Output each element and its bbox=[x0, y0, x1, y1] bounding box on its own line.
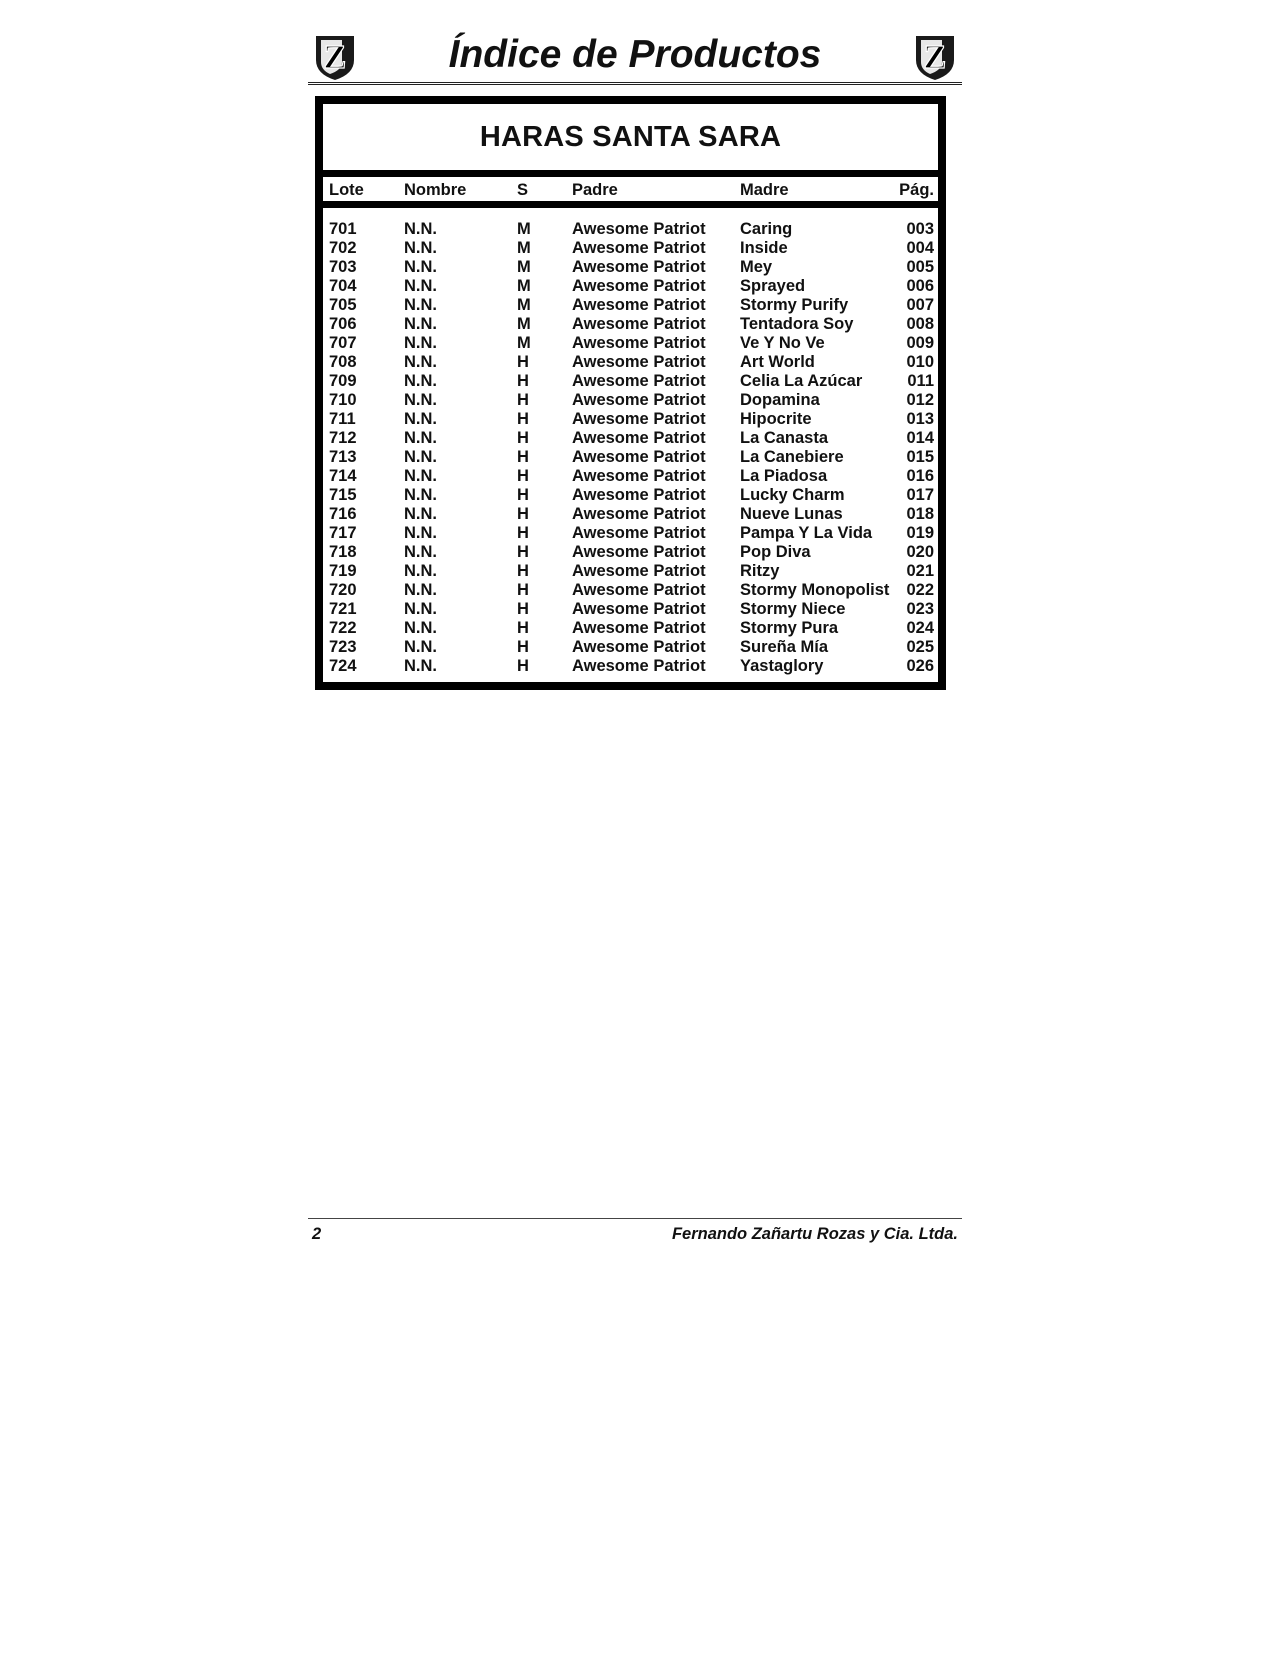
cell-padre: Awesome Patriot bbox=[572, 448, 706, 466]
cell-sexo: M bbox=[517, 258, 531, 276]
page-footer bbox=[308, 1218, 962, 1243]
cell-madre: La Canebiere bbox=[740, 448, 844, 466]
table-row bbox=[323, 524, 938, 543]
cell-sexo: H bbox=[517, 429, 529, 447]
cell-madre: Stormy Pura bbox=[740, 619, 839, 637]
table-row bbox=[323, 391, 938, 410]
cell-nombre: N.N. bbox=[404, 258, 437, 276]
table-row bbox=[323, 467, 938, 486]
cell-sexo: H bbox=[517, 600, 529, 618]
cell-nombre: N.N. bbox=[404, 372, 437, 390]
page-header bbox=[308, 32, 962, 86]
cell-lote: 706 bbox=[329, 315, 357, 333]
cell-lote: 719 bbox=[329, 562, 357, 580]
cell-nombre: N.N. bbox=[404, 619, 437, 637]
cell-madre: Mey bbox=[740, 258, 773, 276]
cell-madre: Dopamina bbox=[740, 391, 820, 409]
table-row bbox=[323, 619, 938, 638]
cell-madre: Stormy Purify bbox=[740, 296, 849, 314]
cell-sexo: H bbox=[517, 505, 529, 523]
logo-letter: Z bbox=[323, 39, 347, 76]
cell-pagina: 014 bbox=[906, 429, 934, 447]
cell-pagina: 011 bbox=[907, 372, 934, 390]
cell-nombre: N.N. bbox=[404, 391, 437, 409]
cell-lote: 714 bbox=[329, 467, 357, 485]
table-row bbox=[323, 505, 938, 524]
cell-padre: Awesome Patriot bbox=[572, 638, 706, 656]
table-row bbox=[323, 581, 938, 600]
cell-nombre: N.N. bbox=[404, 277, 437, 295]
cell-lote: 711 bbox=[329, 410, 356, 428]
cell-lote: 708 bbox=[329, 353, 357, 371]
cell-nombre: N.N. bbox=[404, 543, 437, 561]
cell-pagina: 021 bbox=[906, 562, 934, 580]
cell-sexo: H bbox=[517, 562, 529, 580]
cell-lote: 710 bbox=[329, 391, 357, 409]
column-header-pagina: Pág. bbox=[899, 181, 934, 199]
cell-lote: 707 bbox=[329, 334, 357, 352]
cell-padre: Awesome Patriot bbox=[572, 562, 706, 580]
cell-nombre: N.N. bbox=[404, 581, 437, 599]
page-number: 2 bbox=[312, 1225, 322, 1243]
cell-sexo: H bbox=[517, 638, 529, 656]
cell-sexo: H bbox=[517, 524, 529, 542]
column-header-sexo: S bbox=[517, 181, 529, 199]
cell-sexo: H bbox=[517, 543, 529, 561]
page-title: Índice de Productos bbox=[448, 33, 822, 76]
cell-pagina: 024 bbox=[906, 619, 934, 637]
cell-pagina: 004 bbox=[906, 239, 934, 257]
footer-divider bbox=[308, 1218, 962, 1219]
table-row bbox=[323, 296, 938, 315]
cell-nombre: N.N. bbox=[404, 410, 437, 428]
company-name: Fernando Zañartu Rozas y Cia. Ltda. bbox=[671, 1225, 958, 1243]
cell-madre: Sureña Mía bbox=[740, 638, 829, 656]
cell-pagina: 025 bbox=[906, 638, 934, 656]
cell-padre: Awesome Patriot bbox=[572, 657, 706, 675]
cell-padre: Awesome Patriot bbox=[572, 543, 706, 561]
cell-sexo: H bbox=[517, 410, 529, 428]
cell-lote: 718 bbox=[329, 543, 357, 561]
table-row bbox=[323, 353, 938, 372]
cell-padre: Awesome Patriot bbox=[572, 619, 706, 637]
cell-padre: Awesome Patriot bbox=[572, 258, 706, 276]
cell-nombre: N.N. bbox=[404, 467, 437, 485]
cell-pagina: 005 bbox=[906, 258, 934, 276]
cell-pagina: 008 bbox=[906, 315, 934, 333]
cell-sexo: H bbox=[517, 467, 529, 485]
cell-lote: 712 bbox=[329, 429, 357, 447]
cell-madre: Stormy Monopolist bbox=[740, 581, 890, 599]
table-row bbox=[323, 657, 938, 676]
cell-madre: Pop Diva bbox=[740, 543, 811, 561]
cell-padre: Awesome Patriot bbox=[572, 505, 706, 523]
cell-padre: Awesome Patriot bbox=[572, 600, 706, 618]
table-row bbox=[323, 600, 938, 619]
cell-nombre: N.N. bbox=[404, 562, 437, 580]
table-row bbox=[323, 277, 938, 296]
cell-lote: 713 bbox=[329, 448, 357, 466]
cell-nombre: N.N. bbox=[404, 657, 437, 675]
cell-nombre: N.N. bbox=[404, 524, 437, 542]
cell-pagina: 015 bbox=[906, 448, 934, 466]
cell-lote: 705 bbox=[329, 296, 357, 314]
cell-nombre: N.N. bbox=[404, 296, 437, 314]
cell-lote: 717 bbox=[329, 524, 357, 542]
cell-padre: Awesome Patriot bbox=[572, 220, 706, 238]
cell-pagina: 023 bbox=[906, 600, 934, 618]
cell-pagina: 012 bbox=[906, 391, 934, 409]
cell-lote: 704 bbox=[329, 277, 357, 295]
cell-sexo: M bbox=[517, 334, 531, 352]
header-divider bbox=[308, 82, 962, 85]
table-row bbox=[323, 486, 938, 505]
cell-madre: Stormy Niece bbox=[740, 600, 846, 618]
cell-sexo: H bbox=[517, 486, 529, 504]
cell-pagina: 007 bbox=[906, 296, 934, 314]
cell-lote: 723 bbox=[329, 638, 357, 656]
cell-pagina: 013 bbox=[906, 410, 934, 428]
cell-sexo: H bbox=[517, 619, 529, 637]
cell-padre: Awesome Patriot bbox=[572, 581, 706, 599]
cell-lote: 709 bbox=[329, 372, 357, 390]
cell-pagina: 010 bbox=[906, 353, 934, 371]
cell-lote: 701 bbox=[329, 220, 357, 238]
cell-pagina: 022 bbox=[906, 581, 934, 599]
cell-nombre: N.N. bbox=[404, 600, 437, 618]
cell-madre: La Canasta bbox=[740, 429, 829, 447]
cell-nombre: N.N. bbox=[404, 315, 437, 333]
cell-lote: 722 bbox=[329, 619, 357, 637]
cell-padre: Awesome Patriot bbox=[572, 524, 706, 542]
cell-nombre: N.N. bbox=[404, 429, 437, 447]
cell-pagina: 003 bbox=[906, 220, 934, 238]
cell-padre: Awesome Patriot bbox=[572, 429, 706, 447]
cell-nombre: N.N. bbox=[404, 638, 437, 656]
cell-madre: Caring bbox=[740, 220, 793, 238]
table-row bbox=[323, 258, 938, 277]
table-row bbox=[323, 372, 938, 391]
column-header-padre: Padre bbox=[572, 181, 618, 199]
column-header-nombre: Nombre bbox=[404, 181, 467, 199]
cell-nombre: N.N. bbox=[404, 448, 437, 466]
cell-lote: 720 bbox=[329, 581, 357, 599]
cell-madre: Nueve Lunas bbox=[740, 505, 843, 523]
table-row bbox=[323, 448, 938, 467]
cell-sexo: M bbox=[517, 239, 531, 257]
cell-nombre: N.N. bbox=[404, 486, 437, 504]
cell-madre: Ve Y No Ve bbox=[740, 334, 825, 352]
column-header-lote: Lote bbox=[329, 181, 364, 199]
cell-padre: Awesome Patriot bbox=[572, 315, 706, 333]
cell-padre: Awesome Patriot bbox=[572, 277, 706, 295]
cell-padre: Awesome Patriot bbox=[572, 372, 706, 390]
cell-pagina: 019 bbox=[906, 524, 934, 542]
cell-lote: 721 bbox=[329, 600, 357, 618]
cell-madre: Ritzy bbox=[740, 562, 780, 580]
table-row bbox=[323, 315, 938, 334]
cell-nombre: N.N. bbox=[404, 505, 437, 523]
cell-madre: Hipocrite bbox=[740, 410, 812, 428]
cell-padre: Awesome Patriot bbox=[572, 334, 706, 352]
cell-madre: Lucky Charm bbox=[740, 486, 845, 504]
company-logo-icon bbox=[912, 32, 958, 82]
cell-padre: Awesome Patriot bbox=[572, 410, 706, 428]
cell-pagina: 018 bbox=[906, 505, 934, 523]
cell-sexo: H bbox=[517, 448, 529, 466]
table-row bbox=[323, 334, 938, 353]
cell-sexo: H bbox=[517, 391, 529, 409]
cell-sexo: M bbox=[517, 220, 531, 238]
cell-pagina: 009 bbox=[906, 334, 934, 352]
cell-madre: Tentadora Soy bbox=[740, 315, 854, 333]
cell-madre: Inside bbox=[740, 239, 788, 257]
logo-letter: Z bbox=[923, 39, 947, 76]
cell-padre: Awesome Patriot bbox=[572, 391, 706, 409]
cell-lote: 702 bbox=[329, 239, 357, 257]
column-header-madre: Madre bbox=[740, 181, 789, 199]
table-row bbox=[323, 543, 938, 562]
table-header-row bbox=[323, 177, 938, 208]
cell-pagina: 006 bbox=[906, 277, 934, 295]
section-title: HARAS SANTA SARA bbox=[479, 120, 782, 153]
cell-lote: 724 bbox=[329, 657, 357, 675]
cell-padre: Awesome Patriot bbox=[572, 353, 706, 371]
cell-pagina: 017 bbox=[906, 486, 934, 504]
cell-sexo: M bbox=[517, 277, 531, 295]
cell-lote: 716 bbox=[329, 505, 357, 523]
cell-nombre: N.N. bbox=[404, 220, 437, 238]
product-index-table bbox=[315, 96, 946, 690]
cell-nombre: N.N. bbox=[404, 334, 437, 352]
cell-sexo: M bbox=[517, 296, 531, 314]
cell-madre: Sprayed bbox=[740, 277, 806, 295]
cell-pagina: 020 bbox=[906, 543, 934, 561]
cell-sexo: M bbox=[517, 315, 531, 333]
cell-sexo: H bbox=[517, 353, 529, 371]
cell-padre: Awesome Patriot bbox=[572, 486, 706, 504]
cell-lote: 703 bbox=[329, 258, 357, 276]
cell-nombre: N.N. bbox=[404, 239, 437, 257]
cell-padre: Awesome Patriot bbox=[572, 467, 706, 485]
table-body bbox=[323, 220, 938, 676]
cell-sexo: H bbox=[517, 657, 529, 675]
cell-madre: Celia La Azúcar bbox=[740, 372, 863, 390]
cell-padre: Awesome Patriot bbox=[572, 239, 706, 257]
table-row bbox=[323, 638, 938, 657]
table-row bbox=[323, 429, 938, 448]
cell-madre: La Piadosa bbox=[740, 467, 828, 485]
table-row bbox=[323, 220, 938, 239]
section-title-box bbox=[323, 104, 938, 177]
cell-madre: Art World bbox=[740, 353, 815, 371]
table-row bbox=[323, 239, 938, 258]
cell-pagina: 026 bbox=[906, 657, 934, 675]
cell-sexo: H bbox=[517, 581, 529, 599]
cell-madre: Pampa Y La Vida bbox=[740, 524, 873, 542]
cell-sexo: H bbox=[517, 372, 529, 390]
cell-lote: 715 bbox=[329, 486, 357, 504]
table-row bbox=[323, 562, 938, 581]
cell-nombre: N.N. bbox=[404, 353, 437, 371]
cell-madre: Yastaglory bbox=[740, 657, 824, 675]
cell-pagina: 016 bbox=[906, 467, 934, 485]
table-row bbox=[323, 410, 938, 429]
cell-padre: Awesome Patriot bbox=[572, 296, 706, 314]
